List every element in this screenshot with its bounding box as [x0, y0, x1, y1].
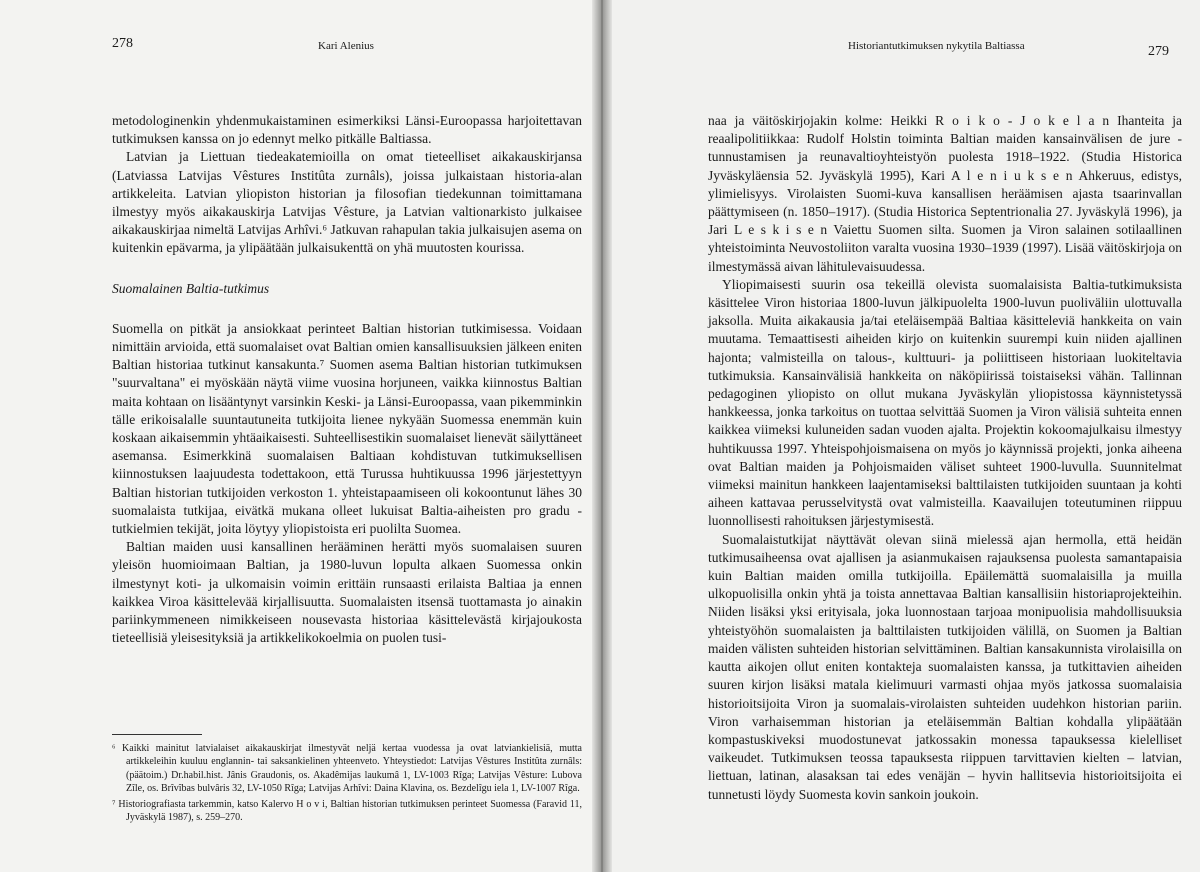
- paragraph: Suomalaistutkijat näyttävät olevan siinä mielessä ajan hermolla, että heidän tutkimusaiheensa ovat ajallisen ja asianmukaisen rajauksensa puolesta samantapaisia kuin Baltian maiden omilla tutkijoilla. Epäilemättä suomalaisilla ja muilla ulkopuolisilla onkin yhtä ja toista annettavaa Baltian kansallisiin historiaprojekteihin. Niiden lisäksi yksi erityisala, joka luonnostaan tarjoaa monipuolisia mahdollisuuksia yhteistyöhön suomalaisten ja balttilaisten tutkijoiden välillä, on Suomen ja Baltian maiden välisten suhteiden historian selvittäminen. Baltian kansakunnista virolaisilla on kautta aikojen ollut eniten kontakteja suomalaisten kanssa, ja tutkittavien aiheiden suuren kirjon lisäksi matala kielimuuri varmasti ohjaa myös jatkossa suomalaisia historioitsijoita Viron ja suomalais-virolaisten suhteiden uudehkon historian pariin. Viron varhaisemman historian ja eteläisemmän Baltian kohdalla ylipäätään kompastuskiveksi muodostunevat jatkossakin monessa tapauksessa kielelliset vaikeudet. Tutkimuksen teossa tapauksesta riippuen tarvittavien kielten – latvian, liettuan, latinan, alasaksan tai edes venäjän – hyvin hallitsevia historioitsijoita ei tunnetusti löydy Suomesta kovin sankoin joukoin.: [708, 531, 1182, 802]
- right-page: [602, 0, 1200, 872]
- running-head: Historiantutkimuksen nykytila Baltiassa: [848, 40, 1025, 52]
- footnote-rule: [112, 734, 202, 735]
- paragraph: Yliopimaisesti suurin osa tekeillä olevista suomalaisista Baltia-tutkimuksista käsittelee Viron historiaa 1800-luvun jälkipuolelta 1900-luvun puoliväliin ulottuvalla jaksolla. Muita aikakausia ja/tai eteläisempää Baltiaa käsitteleviä hankkeita on vain muutama. Temaattisesti aiheiden kirjo on kuitenkin suurempi kuin niiden ajallinen hajonta; valmisteilla on talous-, kulttuuri- ja poliittiseen historiaan luokiteltavia tutkimuksia. Kansainvälisiä hankkeita on näköpiirissä toistaiseksi vähän. Tallinnan pedagoginen yliopisto on ollut mukana Jyväskylän yliopistossa käynnistetyssä hankkeessa, jonka tarkoitus on tuottaa selvittää Suomen ja Viron välisiä suhteita ennen kaikkea viimeksi kuluneiden sadan vuoden ajalta. Projektin kokoomajulkaisu ilmestyy huhtikuussa 1997. Yhteispohjoismaisena on myös jo käynnissä projekti, jonka aiheena ovat Baltian maiden ja Pohjoismaiden väliset suhteet 1900-luvulla. Suunnitelmat viimeksi mainitun hankkeen laajentamiseksi balttilaisten tutkijoiden suuntaan ja kohti aiheen kattavaa perusselvitystä ovat valmisteilla. Kaavailujen toteutuminen riippuu luonnollisesti rahoituksen järjestymisestä.: [708, 276, 1182, 529]
- page-number: 279: [1148, 44, 1169, 59]
- section-heading: Suomalainen Baltia-tutkimus: [112, 280, 270, 296]
- footnote: ⁶ Kaikki mainitut latvialaiset aikakauskirjat ilmestyvät neljä kertaa vuodessa ja ovat latviankielisiä, mutta artikkeleihin kuuluu englannin- tai saksankielinen yhteenveto. Yhteystiedot: Latvijas Vêstures Institûta zurnâls: (päätoim.) Dr.habil.hist. Jânis Graudonis, os. Akadêmijas laukumâ 1, LV-1003 Rîga; Latvijas Vêsture: Lubova Zîle, os. Brîvîbas bulvâris 32, LV-1050 Rîga; Latvijas Arhîvi: Daina Klavina, os. Bezdelîgu iela 1, LV-1007 Rîga.: [112, 743, 582, 794]
- book-gutter: [592, 0, 612, 872]
- paragraph: Suomella on pitkät ja ansiokkaat perinteet Baltian historian tutkimisessa. Voidaan nimittäin arvioida, että suomalaiset ovat Baltian omien kansallisuuksien jälkeen eniten Baltian historiaa tutkinut kansakunta.⁷ Suomen asema Baltian historian tutkimuksen "suurvaltana" ei myöskään näytä viime vuosina horjuneen, vaikka kiinnostus Baltian maita kohtaan on lisääntynyt varsinkin Keski- ja Länsi-Euroopassa, vaan pikemminkin tälle erikoisalalle suuntautuneita tutkijoita lienee nykyään Suomessa enemmän kuin koskaan aikaisemmin yhtäaikaisesti. Suhteellisestikin suomalaiset lienevät säilyttäneet asemansa. Esimerkkinä suomalaisen Baltiaan kohdistuvan tutkimuksellisen kiinnostuksen laajuudesta todettakoon, että Turussa huhtikuussa 1996 järjestettyyn Baltian historian tutkijoiden verkoston 1. yhteistapaamiseen oli kokoontunut lähes 30 suomalaista tutkijaa, eivätkä mukana olleet lukuisat Baltia-aiheisten pro gradu -tutkielmien tekijät, joita löytyy yliopistoista eri puolilta Suomea.: [112, 320, 582, 537]
- paragraph: metodologinenkin yhdenmukaistaminen esimerkiksi Länsi-Euroopassa harjoitettavan tutkimuksen kanssa on jo edennyt melko pitkälle Baltiassa.: [112, 113, 582, 147]
- footnotes: [112, 742, 582, 828]
- page-number: 278: [112, 36, 133, 51]
- running-head: Kari Alenius: [318, 40, 374, 52]
- paragraph: Latvian ja Liettuan tiedeakatemioilla on omat tieteelliset aikakauskirjansa (Latviassa Latvijas Vêstures Institûta zurnâls), joissa julkaistaan historia-alan artikkeleita. Latvian yliopiston historian ja filosofian tiedekunnan toimittamana ilmestyy myös aikakauskirja Latvijas Vêsture, ja Latvian valtionarkisto julkaisee aikakauskirjaa nimeltä Latvijas Arhîvi.⁶ Jatkuvan rahapulan takia julkaisujen asema on kuitenkin epävarma, ja ylipäätään julkaisukenttä on yhä muutosten kourissa.: [112, 149, 582, 256]
- left-page: [0, 0, 598, 872]
- body-text: [112, 112, 582, 647]
- body-text: [708, 112, 1182, 804]
- paragraph: Baltian maiden uusi kansallinen herääminen herätti myös suomalaisen suuren yleisön huomioimaan Baltian, ja 1980-luvun lopulta alkaen Suomessa onkin ilmestynyt koti- ja ulkomaisin voimin erittäin runsaasti erilaista Baltiaa ja ennen kaikkea Viroa käsittelevää kirjallisuutta. Suomalaisten itsensä tuottamasta jo ainakin pariinkymmeneen nimikkeiseen nousevasta historiaa käsittelevästä kirjajoukosta tieteellisiä yleisesityksiä ja artikkelikokoelmia on puolen tusi-: [112, 539, 582, 646]
- paragraph: naa ja väitöskirjojakin kolme: Heikki R o i k o - J o k e l a n Ihanteita ja reaalipolitiikkaa: Rudolf Holstin toiminta Baltian maiden kansainvälisen de jure -tunnustamisen ja reunavaltioyhteistyön puolesta 1918–1922. (Studia Historica Jyväskyläensia 52. Jyväskylä 1995), Kari A l e n i u k s e n Ahkeruus, edistys, ylimielisyys. Virolaisten Suomi-kuva kansallisen heräämisen ajasta tsaarinvallan päättymiseen (n. 1850–1917). (Studia Historica Septentrionalia 27. Jyväskylä 1996), ja Jari L e s k i s e n Vaiettu Suomen silta. Suomen ja Viron salainen sotilaallinen yhteistoiminta Neuvostoliiton varalta vuosina 1930–1939 (1997). Lisää väitöskirjoja on ilmestymässä aivan lähitulevaisuudessa.: [708, 113, 1182, 274]
- footnote: ⁷ Historiografiasta tarkemmin, katso Kalervo H o v i, Baltian historian tutkimuksen perinteet Suomessa (Faravid 11, Jyväskylä 1987), s. 259–270.: [112, 799, 582, 824]
